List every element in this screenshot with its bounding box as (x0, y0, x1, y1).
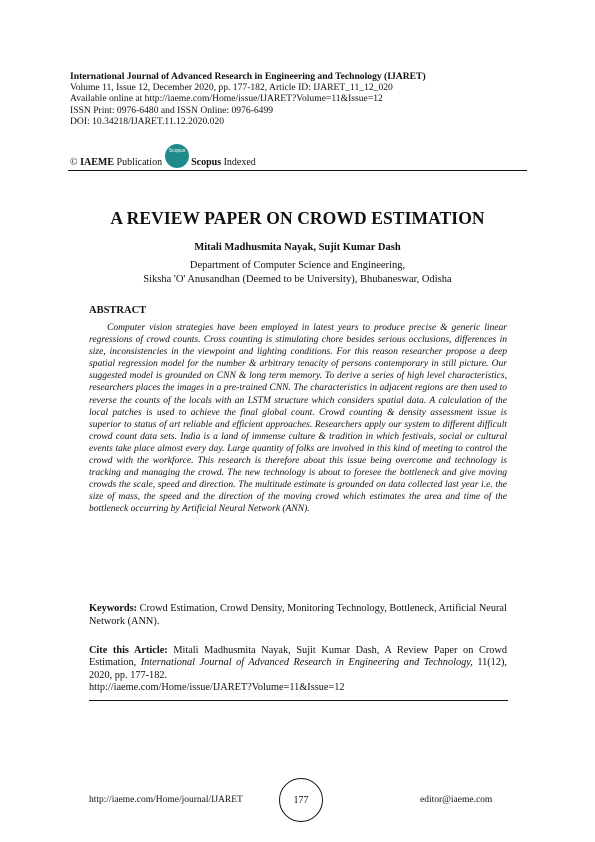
article-authors: Mitali Madhusmita Nayak, Sujit Kumar Dash (194, 242, 401, 253)
citation-label: Cite this Article: (89, 645, 168, 656)
author-affiliation (0, 259, 595, 287)
abstract-text: Computer vision strategies have been employed in latest years to produce precise & generic linear regressions of crowd counts. Cross counting is stimulating chore besides serious occlusions, differences in size, inconsistencies in the viewpoint and lighting conditions. For this reason researcher propose a deep spatial regression model for the number & arbitrary tenacity of persons contemporary in still picture. Our suggested model is grounded on CNN & long term memory. To derive a series of high level characteristics, researchers places the images in a pre-trained CNN. The characteristics in adjacent regions are then used to reverse the counts of the locals with an LSTM structure which considers spatial data. A calculation of the local patches is used to achieve the final global count. Crowd counting & density assessment issue is superior to status of art reliable and efficient approaches. Researchers apply our system to different difficult crowd count data sets. India is a land of immense culture & tradition in which festivals, social or cultural events take place almost every day. Large quantity of folks are involved in this kind of meeting to control the crowd with the workforce. This research is therefore about this issue being overcome and technology is tracking and managing the crowd. The new technology is about to foresee the bottleneck and give moving crowds the scale, speed and direction. The multitude estimate is grounded on data collected last year i.e. the size of mass, the speed and the direction of the moving crowd which estimates the area and time of the bottleneck occurring by Artificial Neural Network (ANN). (89, 322, 507, 515)
scopus-logo-icon (165, 144, 189, 168)
publisher-name: IAEME (80, 156, 115, 168)
page-number: 177 (293, 794, 309, 806)
journal-name: International Journal of Advanced Research in Engineering and Technology (IJARET) (70, 71, 426, 82)
citation-journal: International Journal of Advanced Research in Engineering and Technology, (140, 657, 473, 669)
affiliation-department: Department of Computer Science and Engineering, (189, 260, 406, 271)
citation-details: 11(12), 2020, pp. 177-182. (89, 657, 507, 681)
copyright-symbol: © (70, 156, 78, 168)
header-divider (68, 170, 527, 171)
affiliation-institution: Siksha 'O' Anusandhan (Deemed to be University), Bhubaneswar, Odisha (143, 274, 452, 285)
article-title: A REVIEW PAPER ON CROWD ESTIMATION (110, 208, 485, 228)
scopus-word: Scopus (191, 156, 222, 168)
journal-header (70, 71, 526, 127)
keywords-section (89, 603, 507, 628)
volume-line: Volume 11, Issue 12, December 2020, pp. 177-182, Article ID: IJARET_11_12_020 (70, 82, 393, 94)
issn-line: ISSN Print: 0976-6480 and ISSN Online: 0976-6499 (70, 104, 274, 116)
footer-journal-link[interactable]: http://iaeme.com/Home/journal/IJARET (89, 795, 243, 805)
doi-line: DOI: 10.34218/IJARET.11.12.2020.020 (70, 115, 225, 127)
page-number-circle (279, 778, 323, 822)
available-online-line: Available online at http://iaeme.com/Home/issue/IJARET?Volume=11&Issue=12 (70, 93, 383, 105)
citation-authors-title: Mitali Madhusmita Nayak, Sujit Kumar Dash, A Review Paper on Crowd Estimation, (89, 645, 507, 669)
publication-word: Publication (116, 156, 163, 168)
footer-email-link[interactable]: editor@iaeme.com (420, 795, 493, 805)
citation-url[interactable]: http://iaeme.com/Home/issue/IJARET?Volume=11&Issue=12 (89, 681, 345, 693)
abstract-heading: ABSTRACT (89, 305, 147, 316)
citation-section (89, 645, 507, 694)
citation-divider (89, 700, 508, 701)
keywords-text: Crowd Estimation, Crowd Density, Monitoring Technology, Bottleneck, Artificial Neural Network (ANN). (89, 603, 507, 627)
keywords-label: Keywords: (89, 603, 138, 614)
indexed-word: Indexed (223, 156, 256, 168)
scopus-badge-text: Scopus (168, 148, 186, 154)
